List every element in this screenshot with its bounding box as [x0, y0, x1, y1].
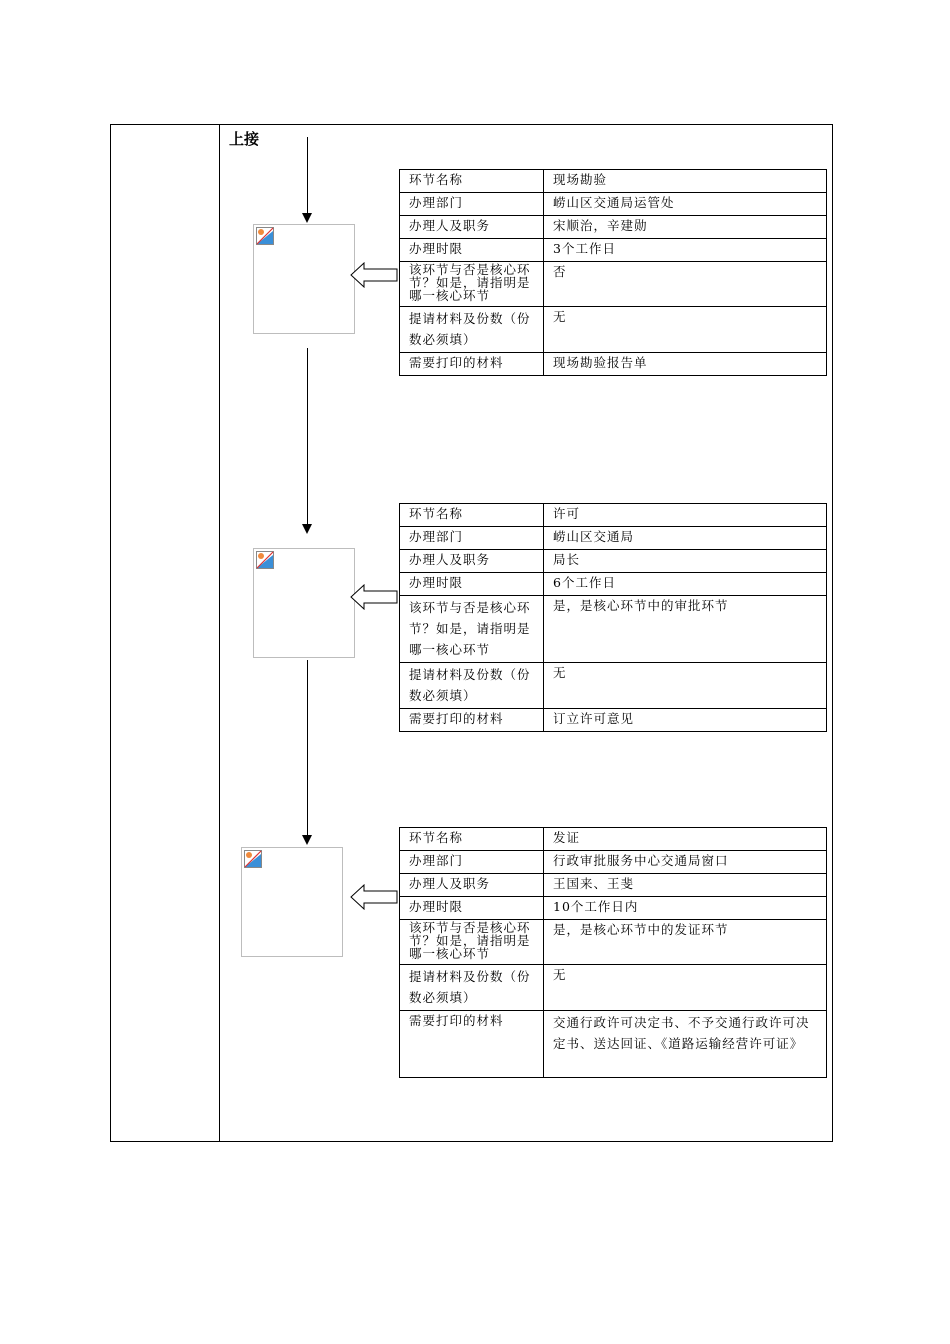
row-value: 崂山区交通局: [544, 527, 827, 550]
table-row: [400, 216, 827, 239]
table-row: [400, 239, 827, 262]
arrow-down-icon: [302, 213, 312, 223]
row-key: 办理时限: [400, 573, 544, 596]
row-value: 10个工作日内: [544, 897, 827, 920]
flow-image-placeholder: [241, 847, 343, 957]
row-key: 该环节与否是核心环节？如是，请指明是哪一核心环节: [400, 596, 544, 663]
row-key: 办理人及职务: [400, 874, 544, 897]
table-row: [400, 550, 827, 573]
table-row: [400, 307, 827, 353]
table-row: [400, 573, 827, 596]
row-value: 宋顺治，辛建勋: [544, 216, 827, 239]
row-key: 需要打印的材料: [400, 353, 544, 376]
step-info-table: [399, 169, 827, 376]
flow-line: [307, 348, 308, 525]
table-row: [400, 353, 827, 376]
table-row: [400, 1011, 827, 1078]
row-value: 无: [544, 965, 827, 1011]
row-value: 许可: [544, 504, 827, 527]
arrow-down-icon: [302, 524, 312, 534]
broken-image-icon: [244, 850, 262, 868]
step-info-table: [399, 503, 827, 732]
row-value: 是，是核心环节中的发证环节: [544, 920, 827, 965]
flow-image-placeholder: [253, 548, 355, 658]
arrow-down-icon: [302, 835, 312, 845]
row-value: 3个工作日: [544, 239, 827, 262]
table-row: [400, 193, 827, 216]
row-value: 否: [544, 262, 827, 307]
row-key: 该环节与否是核心环节？如是，请指明是哪一核心环节: [400, 920, 544, 965]
row-key: 需要打印的材料: [400, 709, 544, 732]
table-row: [400, 527, 827, 550]
row-value: 发证: [544, 828, 827, 851]
flow-image-placeholder: [253, 224, 355, 334]
row-value: 王国来、王斐: [544, 874, 827, 897]
row-key: 环节名称: [400, 170, 544, 193]
flow-line: [307, 137, 308, 214]
arrow-left-icon: [350, 584, 398, 610]
row-key: 办理人及职务: [400, 550, 544, 573]
arrow-left-icon: [350, 884, 398, 910]
row-value: 行政审批服务中心交通局窗口: [544, 851, 827, 874]
row-key: 环节名称: [400, 828, 544, 851]
row-key: 该环节与否是核心环节？如是，请指明是哪一核心环节: [400, 262, 544, 307]
row-key: 提请材料及份数（份数必须填）: [400, 663, 544, 709]
table-row: [400, 709, 827, 732]
row-key: 提请材料及份数（份数必须填）: [400, 307, 544, 353]
row-key: 办理部门: [400, 193, 544, 216]
arrow-left-icon: [350, 262, 398, 288]
row-key: 办理时限: [400, 239, 544, 262]
row-value: 崂山区交通局运管处: [544, 193, 827, 216]
table-row: [400, 170, 827, 193]
step-info-table: [399, 827, 827, 1078]
row-key: 提请材料及份数（份数必须填）: [400, 965, 544, 1011]
row-value: 订立许可意见: [544, 709, 827, 732]
table-row: [400, 965, 827, 1011]
table-row: [400, 874, 827, 897]
table-row: [400, 262, 827, 307]
table-row: [400, 504, 827, 527]
row-key: 办理时限: [400, 897, 544, 920]
table-row: [400, 920, 827, 965]
flow-line: [307, 660, 308, 836]
table-row: [400, 596, 827, 663]
row-key: 需要打印的材料: [400, 1011, 544, 1078]
broken-image-icon: [256, 227, 274, 245]
column-divider: [219, 124, 220, 1142]
row-value: 局长: [544, 550, 827, 573]
table-row: [400, 828, 827, 851]
row-value: 无: [544, 307, 827, 353]
row-key: 办理人及职务: [400, 216, 544, 239]
row-key: 环节名称: [400, 504, 544, 527]
row-value: 无: [544, 663, 827, 709]
table-row: [400, 897, 827, 920]
row-key: 办理部门: [400, 851, 544, 874]
row-value: 是，是核心环节中的审批环节: [544, 596, 827, 663]
row-key: 办理部门: [400, 527, 544, 550]
row-value: 现场勘验报告单: [544, 353, 827, 376]
row-value: 现场勘验: [544, 170, 827, 193]
table-row: [400, 851, 827, 874]
broken-image-icon: [256, 551, 274, 569]
row-value: 交通行政许可决定书、不予交通行政许可决定书、送达回证、《道路运输经营许可证》: [544, 1011, 827, 1078]
continued-heading: 上接: [229, 130, 260, 148]
row-value: 6个工作日: [544, 573, 827, 596]
table-row: [400, 663, 827, 709]
